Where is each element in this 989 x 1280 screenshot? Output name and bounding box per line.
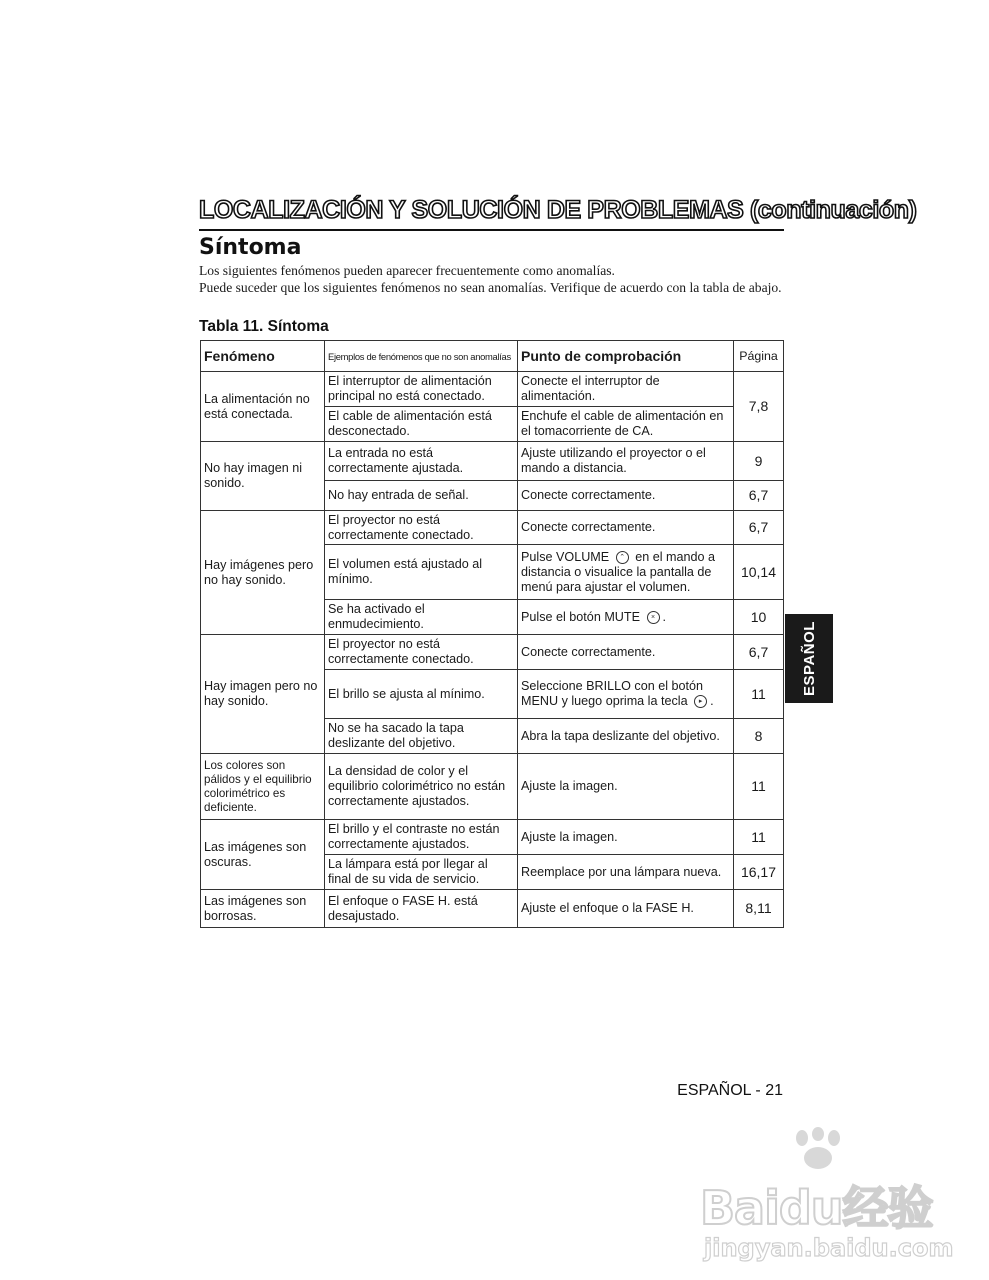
phenomenon-cell: La alimentación no está conectada. [201,372,325,442]
table-row [201,820,784,855]
phenomenon-cell: Las imágenes son borrosas. [201,890,325,928]
example-cell: La lámpara está por llegar al final de su vida de servicio. [325,855,518,890]
watermark-url: jingyan.baidu.com [704,1234,954,1262]
example-cell: El brillo se ajusta al mínimo. [325,670,518,719]
example-cell: Se ha activado el enmudecimiento. [325,600,518,635]
check-cell: Ajuste la imagen. [518,754,734,820]
example-cell: El interruptor de alimentación principal no está conectado. [325,372,518,407]
example-cell: El volumen está ajustado al mínimo. [325,545,518,600]
volume-up-icon: ⌃ [616,551,629,564]
page-cell: 11 [734,754,784,820]
example-cell: No hay entrada de señal. [325,481,518,511]
page-cell: 10,14 [734,545,784,600]
check-cell: Ajuste utilizando el proyector o el mando a distancia. [518,442,734,481]
table-row [201,442,784,481]
phenomenon-cell: Hay imagen pero no hay sonido. [201,635,325,754]
example-cell: El cable de alimentación está desconectado. [325,407,518,442]
check-text: Pulse VOLUME [521,549,610,564]
check-cell: Abra la tapa deslizante del objetivo. [518,719,734,754]
check-text: . [662,609,666,624]
language-side-tab [785,614,833,703]
page-cell: 8 [734,719,784,754]
page-cell: 6,7 [734,511,784,545]
example-cell: No se ha sacado la tapa deslizante del objetivo. [325,719,518,754]
example-cell: El proyector no está correctamente conectado. [325,511,518,545]
phenomenon-cell: Hay imágenes pero no hay sonido. [201,511,325,635]
page-cell: 8,11 [734,890,784,928]
phenomenon-cell: Las imágenes son oscuras. [201,820,325,890]
title-rule [199,229,784,231]
table-caption: Tabla 11. Síntoma [199,318,329,335]
page-cell: 16,17 [734,855,784,890]
table-row [201,511,784,545]
page-cell: 10 [734,600,784,635]
right-arrow-icon: ▸ [694,695,707,708]
check-text: Seleccione BRILLO con el botón MENU y luego oprima la tecla [521,679,704,708]
intro-text [199,262,784,296]
page-cell: 11 [734,820,784,855]
symptom-table [200,340,784,928]
page-cell: 6,7 [734,481,784,511]
check-cell: Conecte correctamente. [518,511,734,545]
check-cell [518,670,734,719]
section-heading: Síntoma [199,235,302,260]
example-cell: La densidad de color y el equilibrio colorimétrico no están correctamente ajustados. [325,754,518,820]
check-text: Pulse el botón MUTE [521,609,640,624]
header-page: Página [734,341,784,372]
page-cell: 6,7 [734,635,784,670]
check-cell: Conecte correctamente. [518,481,734,511]
page-cell: 7,8 [734,372,784,442]
example-cell: El proyector no está correctamente conectado. [325,635,518,670]
page-cell: 11 [734,670,784,719]
phenomenon-cell: No hay imagen ni sonido. [201,442,325,511]
check-cell: Enchufe el cable de alimentación en el tomacorriente de CA. [518,407,734,442]
check-text: en el mando a distancia o visualice la pantalla de menú para ajustar el volumen. [521,549,716,594]
example-cell: El brillo y el contraste no están correctamente ajustados. [325,820,518,855]
table-header-row [201,341,784,372]
header-examples: Ejemplos de fenómenos que no son anomalías [325,341,518,372]
intro-line-1: Los siguientes fenómenos pueden aparecer frecuentemente como anomalías. [199,263,615,278]
page-title: LOCALIZACIÓN Y SOLUCIÓN DE PROBLEMAS (continuación) [199,196,917,224]
page-footer: ESPAÑOL - 21 [677,1082,783,1099]
mute-icon: × [647,611,660,624]
table-row [201,635,784,670]
baidu-watermark [700,1128,954,1268]
intro-line-2: Puede suceder que los siguientes fenómenos no sean anomalías. Verifique de acuerdo con la tabla de abajo. [199,280,782,295]
page-cell: 9 [734,442,784,481]
check-cell: Ajuste la imagen. [518,820,734,855]
language-side-tab-label: ESPAÑOL [800,621,818,696]
table-row [201,890,784,928]
example-cell: El enfoque o FASE H. está desajustado. [325,890,518,928]
check-text: . [710,694,714,708]
table-row [201,754,784,820]
check-cell: Reemplace por una lámpara nueva. [518,855,734,890]
check-cell [518,545,734,600]
header-check: Punto de comprobación [518,341,734,372]
check-cell: Ajuste el enfoque o la FASE H. [518,890,734,928]
example-cell: La entrada no está correctamente ajustada. [325,442,518,481]
watermark-logo: Baidu经验 [700,1181,933,1235]
table-row [201,372,784,407]
check-cell [518,600,734,635]
header-phenomenon: Fenómeno [201,341,325,372]
paw-icon [788,1128,848,1170]
check-cell: Conecte correctamente. [518,635,734,670]
phenomenon-cell: Los colores son pálidos y el equilibrio colorimétrico es deficiente. [201,754,325,820]
check-cell: Conecte el interruptor de alimentación. [518,372,734,407]
